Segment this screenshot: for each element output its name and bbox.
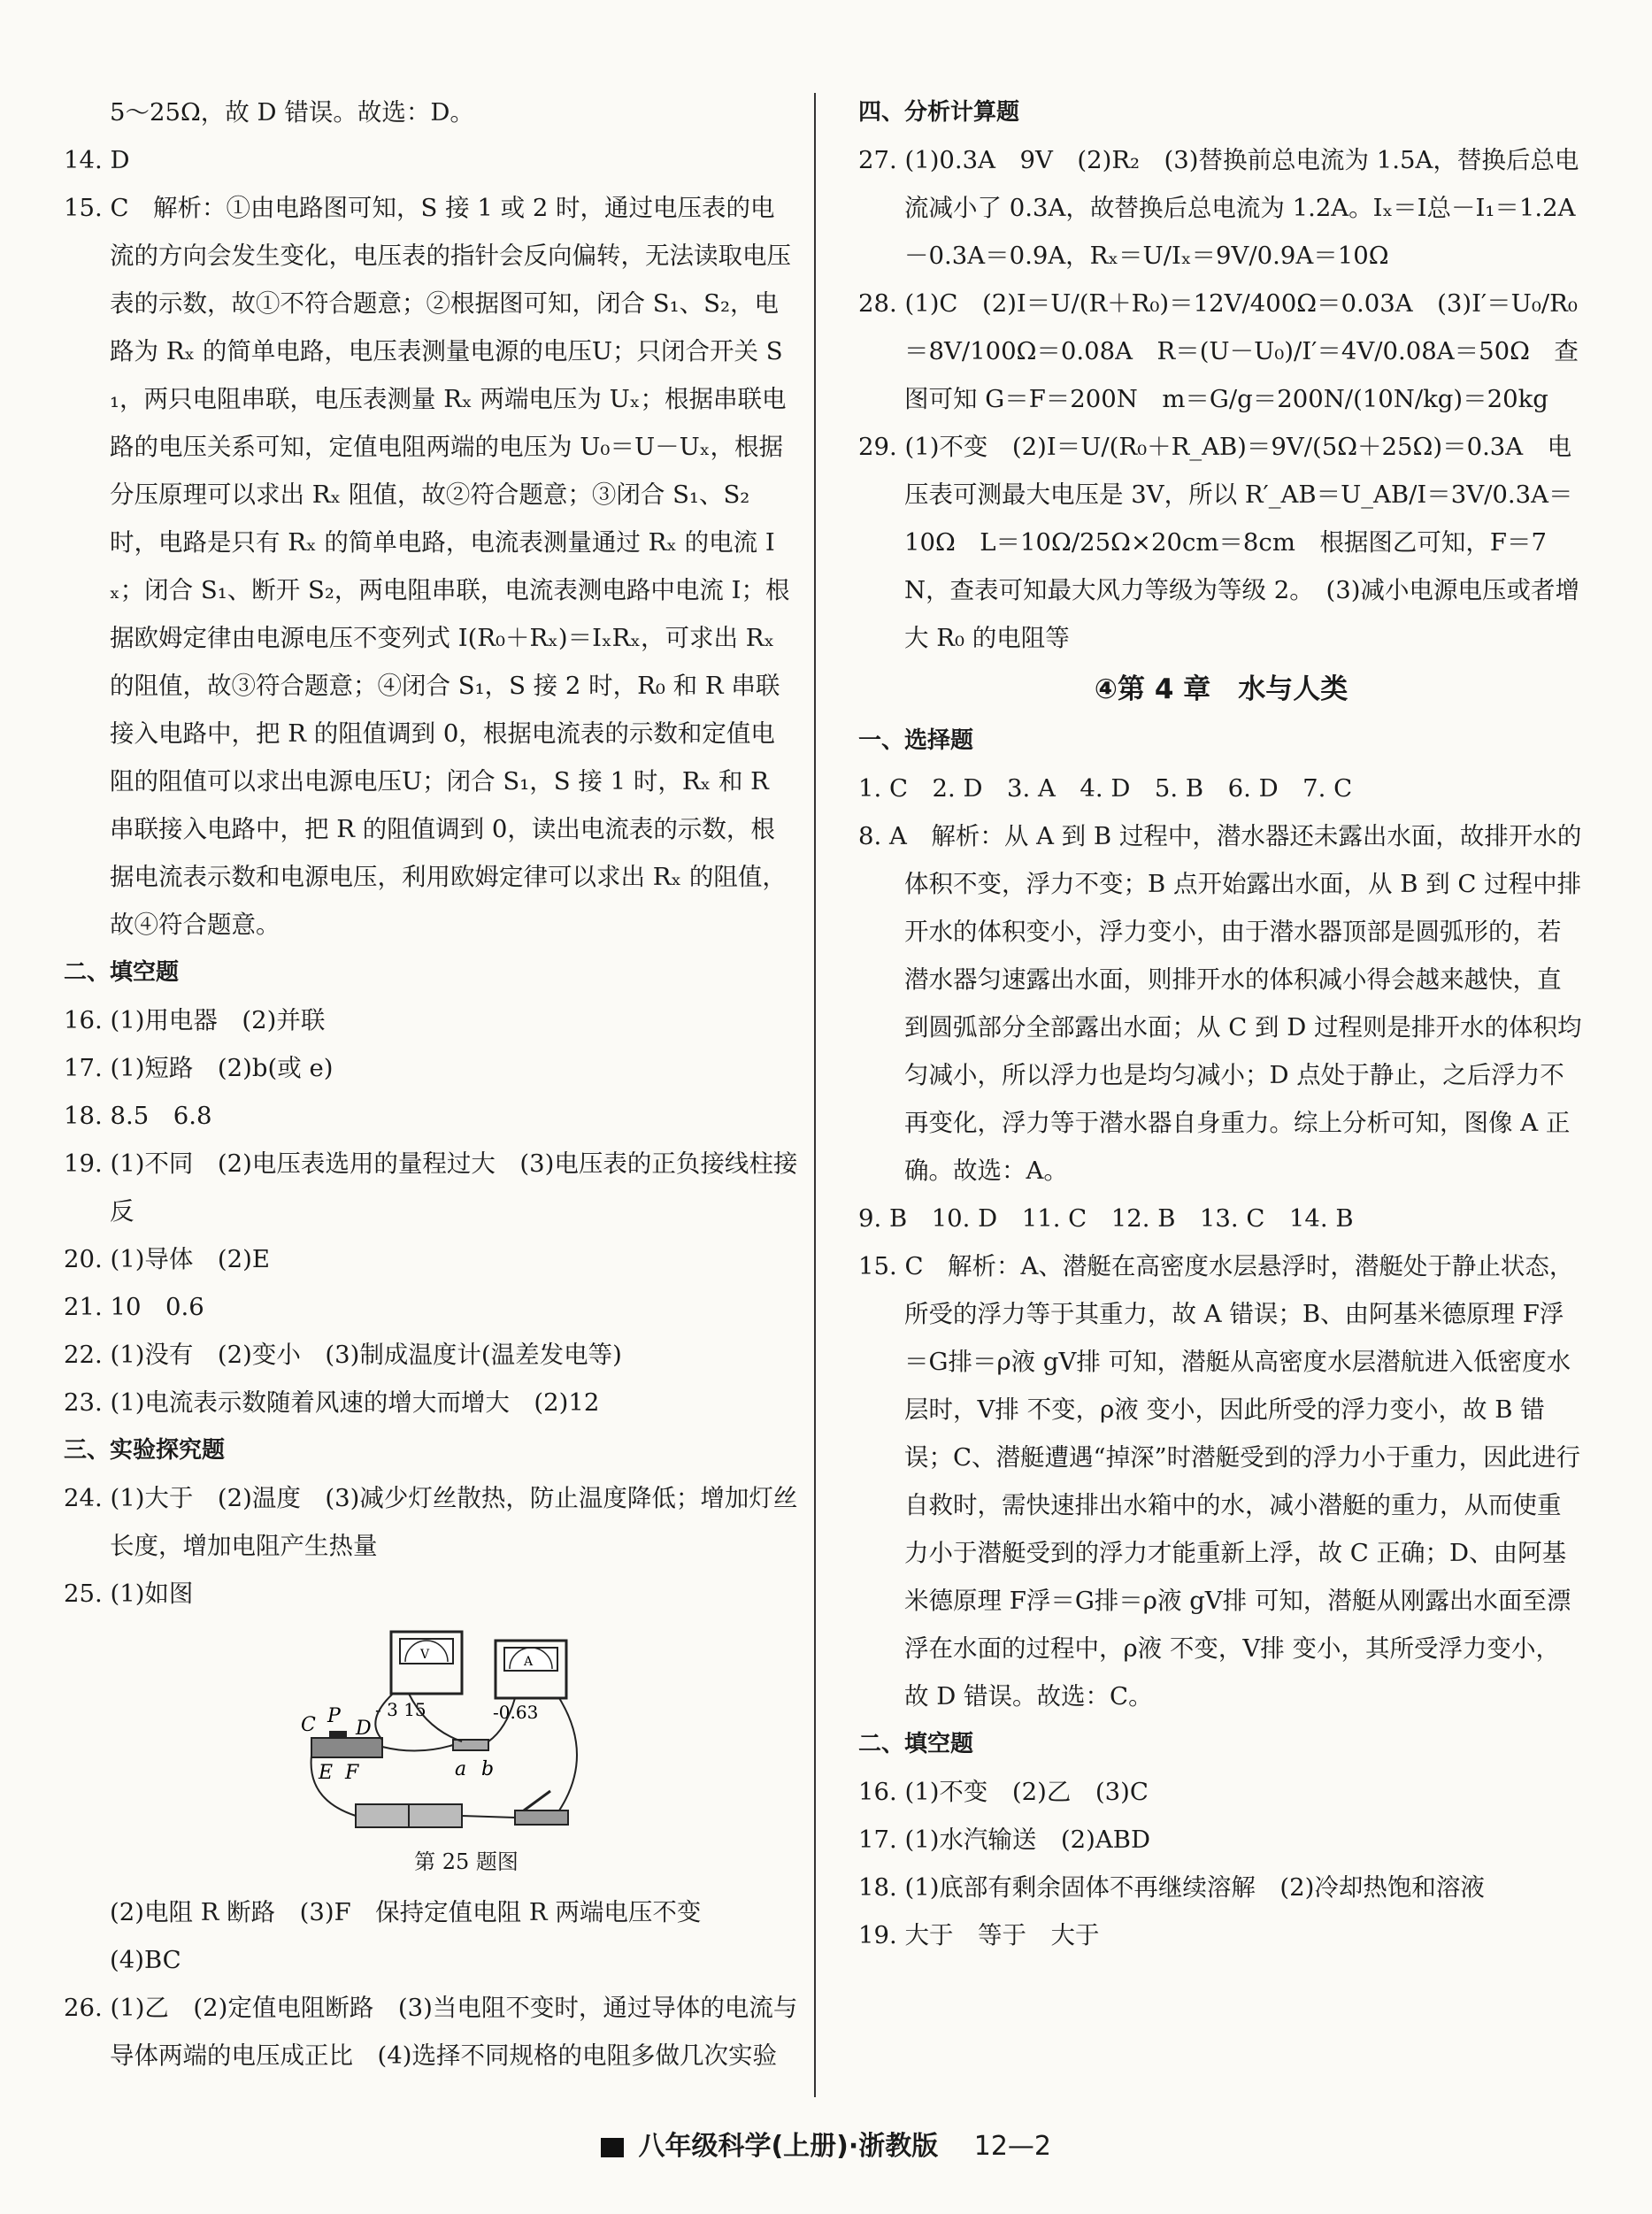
answer-line: 14. D: [64, 146, 130, 174]
label-f: F: [345, 1762, 359, 1784]
label-c: C: [301, 1714, 316, 1736]
label-a: a: [455, 1758, 467, 1780]
section-heading: ④第 4 章 水与人类: [1094, 673, 1348, 705]
answer-line: 18. 8.5 6.8: [64, 1102, 212, 1130]
label-p: P: [327, 1705, 341, 1727]
left-column: [64, 88, 798, 2079]
circuit-figure: [64, 1623, 798, 1888]
ammeter-label: A: [524, 1655, 534, 1669]
section-heading: 一、选择题: [858, 727, 974, 754]
answer-line: 28. (1)C (2)I＝U/(R＋R₀)＝12V/400Ω＝0.03A (3)I′＝U₀/R₀＝8V/100Ω＝0.08A R＝(U－U₀)/I′＝4V/0.08A＝50Ω 查图可知 G＝F＝200N m＝G/g＝200N/(10N/kg)＝20kg: [858, 289, 1579, 413]
page-footer: [0, 2124, 1652, 2163]
answer-line: 29. (1)不变 (2)I＝U/(R₀＋R_AB)＝9V/(5Ω＋25Ω)＝0.3A 电压表可测最大电压是 3V，所以 R′_AB＝U_AB/I＝3V/0.3A＝10Ω L＝10Ω/25Ω×20cm＝8cm 根据图乙可知，F＝7N，查表可知最大风力等级为等级 2。 (3)减小电源电压或者增大 R₀ 的电阻等: [858, 433, 1580, 652]
answer-line: 22. (1)没有 (2)变小 (3)制成温度计(温差发电等): [64, 1341, 622, 1369]
answer-line: 15. C 解析：A、潜艇在高密度水层悬浮时，潜艇处于静止状态，所受的浮力等于其重力，故 A 错误；B、由阿基米德原理 F浮＝G排＝ρ液 gV排 可知，潜艇从高密度水层潜航进入低密度水层时，V排 不变，ρ液 变小，因此所受的浮力变小，故 B 错误；C、潜艇遭遇“掉深”时潜艇受到的浮力小于重力，因此进行自救时，需快速排出水箱中的水，减小潜艇的重力，从而使重力小于潜艇受到的浮力才能重新上浮，故 C 正确；D、由阿基米德原理 F浮＝G排＝ρ液 gV排 可知，潜艇从刚露出水面至漂浮在水面的过程中，ρ液 不变，V排 变小，其所受浮力变小，故 D 错误。故选：C。: [858, 1252, 1581, 1710]
section-heading: 二、填空题: [64, 959, 180, 986]
answer-line: 1. C 2. D 3. A 4. D 5. B 6. D 7. C: [858, 774, 1353, 803]
answer-line: 24. (1)大于 (2)温度 (3)减少灯丝散热，防止温度降低；增加灯丝长度，增加电阻产生热量: [64, 1484, 798, 1560]
answer-line: 17. (1)水汽输送 (2)ABD: [858, 1826, 1150, 1854]
answer-line: 19. (1)不同 (2)电压表选用的量程过大 (3)电压表的正负接线柱接反: [64, 1149, 798, 1226]
section-heading: 三、实验探究题: [64, 1437, 226, 1464]
page-number: 12—2: [973, 2131, 1051, 2162]
section-heading: 二、填空题: [858, 1731, 974, 1757]
answer-line: 25. (1)如图: [64, 1580, 194, 1608]
answer-line: 21. 10 0.6: [64, 1293, 204, 1321]
circuit-diagram: [294, 1623, 648, 1844]
figure-caption: 第 25 题图: [414, 1849, 519, 1874]
answer-line: 5～25Ω，故 D 错误。故选：D。: [110, 98, 474, 127]
right-column: [858, 88, 1584, 1959]
answer-line: (2)电阻 R 断路 (3)F 保持定值电阻 R 两端电压不变: [110, 1898, 702, 1926]
voltmeter-label: V: [420, 1648, 430, 1662]
square-icon: [601, 2138, 624, 2157]
answer-line: 15. C 解析：①由电路图可知，S 接 1 或 2 时，通过电压表的电流的方向会发生变化，电压表的指针会反向偏转，无法读取电压表的示数，故①不符合题意；②根据图可知，闭合 S₁、S₂，电路为 Rₓ 的简单电路，电压表测量电源的电压U；只闭合开关 S₁，两只电阻串联，电压表测量 Rₓ 两端电压为 Uₓ；根据串联电路的电压关系可知，定值电阻两端的电压为 U₀＝U－Uₓ，根据分压原理可以求出 Rₓ 阻值，故②符合题意；③闭合 S₁、S₂ 时，电路是只有 Rₓ 的简单电路，电流表测量通过 Rₓ 的电流 Iₓ；闭合 S₁、断开 S₂，两电阻串联，电流表测电路中电流 I；根据欧姆定律由电源电压不变列式 I(R₀＋Rₓ)＝IₓRₓ，可求出 Rₓ 的阻值，故③符合题意；④闭合 S₁，S 接 2 时，R₀ 和 R 串联接入电路中，把 R 的阻值调到 0，根据电流表的示数和定值电阻的阻值可以求出电源电压U；闭合 S₁，S 接 1 时，Rₓ 和 R 串联接入电路中，把 R 的阻值调到 0，读出电流表的示数，根据电流表示数和电源电压，利用欧姆定律可以求出 Rₓ 的阻值，故④符合题意。: [64, 194, 791, 939]
ammeter-terminals: -0.63: [493, 1702, 539, 1723]
answer-line: 9. B 10. D 11. C 12. B 13. C 14. B: [858, 1204, 1354, 1233]
answer-line: 17. (1)短路 (2)b(或 e): [64, 1054, 334, 1082]
answer-line: 16. (1)用电器 (2)并联: [64, 1006, 326, 1034]
answer-line: 26. (1)乙 (2)定值电阻断路 (3)当电阻不变时，通过导体的电流与导体两端的电压成正比 (4)选择不同规格的电阻多做几次实验: [64, 1994, 798, 2070]
label-e: E: [319, 1762, 334, 1784]
answer-line: (4)BC: [110, 1946, 181, 1974]
section-heading: 四、分析计算题: [858, 99, 1020, 126]
answer-line: 16. (1)不变 (2)乙 (3)C: [858, 1778, 1149, 1806]
answer-line: 27. (1)0.3A 9V (2)R₂ (3)替换前总电流为 1.5A，替换后总电流减小了 0.3A，故替换后总电流为 1.2A。Iₓ＝I总－I₁＝1.2A－0.3A＝0.9A，Rₓ＝U/Iₓ＝9V/0.9A＝10Ω: [858, 146, 1579, 270]
answer-line: 8. A 解析：从 A 到 B 过程中，潜水器还未露出水面，故排开水的体积不变，浮力不变；B 点开始露出水面，从 B 到 C 过程中排开水的体积变小，浮力变小，由于潜水器顶部是圆弧形的，若潜水器匀速露出水面，则排开水的体积减小得会越来越快，直到圆弧部分全部露出水面；从 C 到 D 过程则是排开水的体积均匀减小，所以浮力也是均匀减小；D 点处于静止，之后浮力不再变化，浮力等于潜水器自身重力。综上分析可知，图像 A 正确。故选：A。: [858, 822, 1582, 1185]
column-divider: [814, 93, 816, 2097]
voltmeter-terminals: - 3 15: [375, 1699, 426, 1720]
label-b: b: [481, 1758, 495, 1780]
answer-line: 18. (1)底部有剩余固体不再继续溶解 (2)冷却热饱和溶液: [858, 1873, 1485, 1902]
label-d: D: [356, 1718, 372, 1740]
footer-title: 八年级科学(上册)·浙教版: [638, 2131, 939, 2162]
answer-line: 23. (1)电流表示数随着风速的增大而增大 (2)12: [64, 1388, 600, 1417]
answer-line: 19. 大于 等于 大于: [858, 1921, 1100, 1949]
answer-line: 20. (1)导体 (2)E: [64, 1245, 270, 1273]
